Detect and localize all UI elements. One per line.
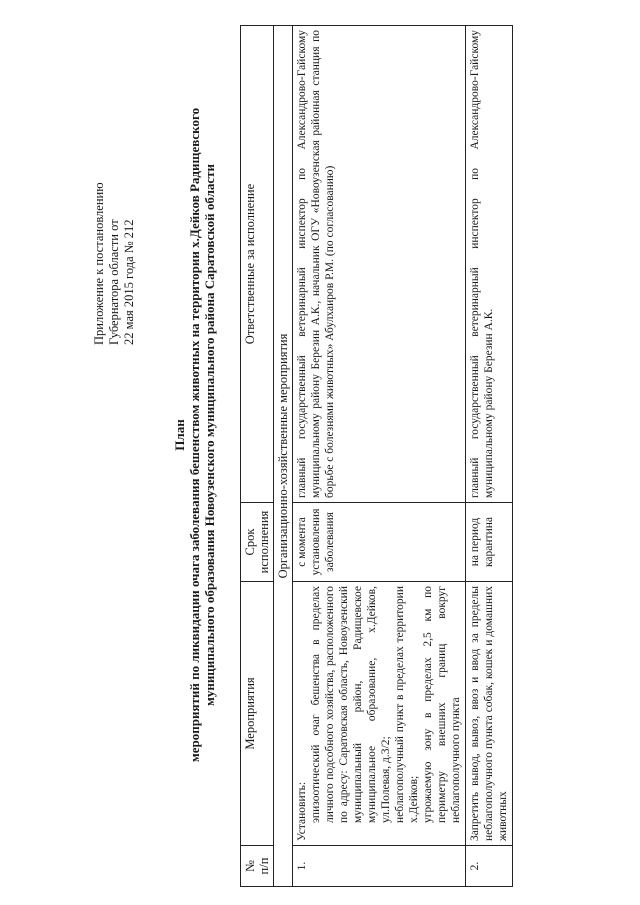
row-1-action-b: неблагополучный пункт в пределах территории х.Дейков;	[394, 586, 420, 823]
row-2-num: 2.	[466, 846, 513, 887]
row-2-responsible: главный государственный ветеринарный инспектор по Александрово-Гайскому муниципальному району Березин А.К.	[466, 26, 513, 503]
appendix-line-3: 22 мая 2015 года № 212	[122, 219, 136, 345]
table-row	[293, 26, 466, 887]
row-1-action-a: эпизоотический очаг бешенства в пределах личного подсобного хозяйства, расположенного по адресу: Саратовская область, Новоузенский муниципальный район, Радищевское муниципальное образование, х.Дейков, ул.Полевая, д.3/2;	[310, 586, 392, 823]
appendix-line-1: Приложение к постановлению	[92, 182, 106, 345]
appendix-note	[92, 115, 137, 345]
header-responsible: Ответственные за исполнение	[241, 26, 274, 503]
row-1-action-c: угрожаемую зону в пределах 2,5 км по периметру внешних границ вокруг неблагополучного пункта	[422, 586, 462, 823]
plan-title-line-1: мероприятий по ликвидации очага заболевания бешенством животных на территории х.Дейков Радищевского	[187, 107, 202, 763]
row-2-term: на период карантина	[466, 503, 513, 582]
section-title: Организационно-хозяйственные мероприятия	[274, 26, 293, 887]
header-term-line-1: Срок	[243, 528, 257, 556]
row-1-action-intro: Установить:	[296, 781, 308, 841]
row-2-action: Запретить вывод, вывоз, ввоз и ввод за пределы неблагополучного пункта собак, кошек и домашних животных	[466, 582, 513, 846]
row-1-responsible: главный государственный ветеринарный инспектор по Александрово-Гайскому муниципальному району Березин А.К., начальник ОГУ «Новоузенская районная станция по борьбе с болезнями животных» Абулхаиров Р.М. (по согласованию)	[293, 26, 466, 503]
row-1-term: с момента установления заболевания	[293, 503, 466, 582]
plan-title-line-2: муниципального образования Новоузенского муниципального района Саратовской области	[202, 163, 217, 707]
plan-title	[172, 55, 217, 815]
header-term-line-2: исполнения	[257, 510, 271, 574]
row-1-num: 1.	[293, 846, 466, 887]
header-term	[241, 503, 274, 582]
row-1-action	[293, 582, 466, 846]
header-actions: Мероприятия	[241, 582, 274, 846]
table-row	[466, 26, 513, 887]
header-num-symbol: №	[243, 860, 257, 872]
plan-heading: План	[172, 419, 187, 451]
header-num-abbr: п/п	[257, 857, 271, 875]
header-num	[241, 846, 274, 887]
section-row	[274, 26, 293, 887]
table-header-row	[241, 26, 274, 887]
plan-table	[240, 25, 513, 887]
appendix-line-2: Губернатора области от	[107, 219, 121, 345]
